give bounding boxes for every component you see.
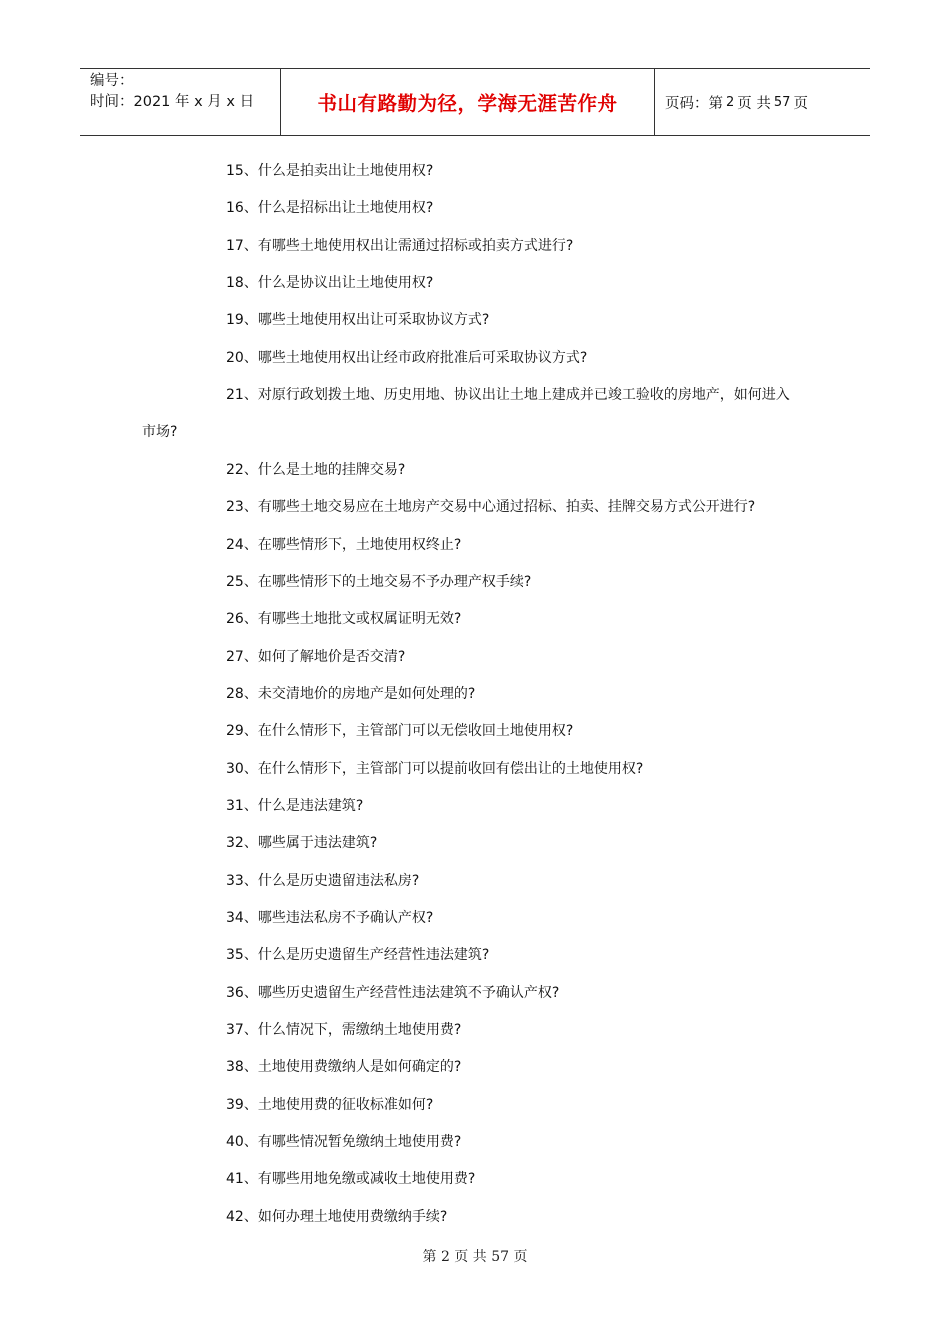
page-total: 57 bbox=[773, 94, 791, 110]
page-mid: 页 共 bbox=[737, 95, 771, 112]
question-item: 16、什么是招标出让土地使用权? bbox=[226, 200, 434, 216]
question-item: 24、在哪些情形下，土地使用权终止? bbox=[226, 537, 462, 553]
question-item: 22、什么是土地的挂牌交易? bbox=[226, 462, 406, 478]
question-item: 27、如何了解地价是否交清? bbox=[226, 649, 406, 665]
question-item: 32、哪些属于违法建筑? bbox=[226, 835, 378, 851]
question-item: 37、什么情况下，需缴纳土地使用费? bbox=[226, 1022, 462, 1038]
question-item: 40、有哪些情况暂免缴纳土地使用费? bbox=[226, 1134, 462, 1150]
question-item: 35、什么是历史遗留生产经营性违法建筑? bbox=[226, 947, 490, 963]
header-page-info bbox=[655, 69, 870, 135]
page-current: 2 bbox=[726, 94, 735, 110]
question-item: 17、有哪些土地使用权出让需通过招标或拍卖方式进行? bbox=[226, 238, 574, 254]
header-motto: 书山有路勤为径，学海无涯苦作舟 bbox=[317, 92, 618, 115]
question-item: 42、如何办理土地使用费缴纳手续? bbox=[226, 1209, 448, 1225]
question-item: 41、有哪些用地免缴或减收土地使用费? bbox=[226, 1171, 476, 1187]
page-footer: 第 2 页 共 57 页 bbox=[422, 1249, 528, 1265]
page-prefix: 页码：第 bbox=[665, 95, 723, 112]
header-meta bbox=[80, 69, 281, 135]
question-item: 33、什么是历史遗留违法私房? bbox=[226, 873, 420, 889]
question-item: 34、哪些违法私房不予确认产权? bbox=[226, 910, 434, 926]
question-item: 28、未交清地价的房地产是如何处理的? bbox=[226, 686, 476, 702]
question-item: 38、土地使用费缴纳人是如何确定的? bbox=[226, 1059, 462, 1075]
question-item: 23、有哪些土地交易应在土地房产交易中心通过招标、拍卖、挂牌交易方式公开进行? bbox=[226, 499, 756, 515]
question-item: 31、什么是违法建筑? bbox=[226, 798, 364, 814]
question-item: 21、对原行政划拨土地、历史用地、协议出让土地上建成并已竣工验收的房地产，如何进入 bbox=[226, 387, 790, 403]
header-motto-cell bbox=[281, 69, 655, 135]
document-number-label: 编号： bbox=[90, 73, 134, 89]
question-item: 18、什么是协议出让土地使用权? bbox=[226, 275, 434, 291]
question-item: 30、在什么情形下，主管部门可以提前收回有偿出让的土地使用权? bbox=[226, 761, 644, 777]
question-item: 39、土地使用费的征收标准如何? bbox=[226, 1097, 434, 1113]
question-item: 36、哪些历史遗留生产经营性违法建筑不予确认产权? bbox=[226, 985, 560, 1001]
question-item: 19、哪些土地使用权出让可采取协议方式? bbox=[226, 312, 490, 328]
page-header bbox=[80, 68, 870, 136]
document-date: 时间：2021 年 x 月 x 日 bbox=[90, 94, 255, 110]
question-item: 25、在哪些情形下的土地交易不予办理产权手续? bbox=[226, 574, 532, 590]
question-item: 29、在什么情形下，主管部门可以无偿收回土地使用权? bbox=[226, 723, 574, 739]
question-item: 26、有哪些土地批文或权属证明无效? bbox=[226, 611, 462, 627]
question-item: 20、哪些土地使用权出让经市政府批准后可采取协议方式? bbox=[226, 350, 588, 366]
page-suffix: 页 bbox=[793, 95, 808, 112]
question-item: 市场? bbox=[142, 424, 178, 440]
question-item: 15、什么是拍卖出让土地使用权? bbox=[226, 163, 434, 179]
